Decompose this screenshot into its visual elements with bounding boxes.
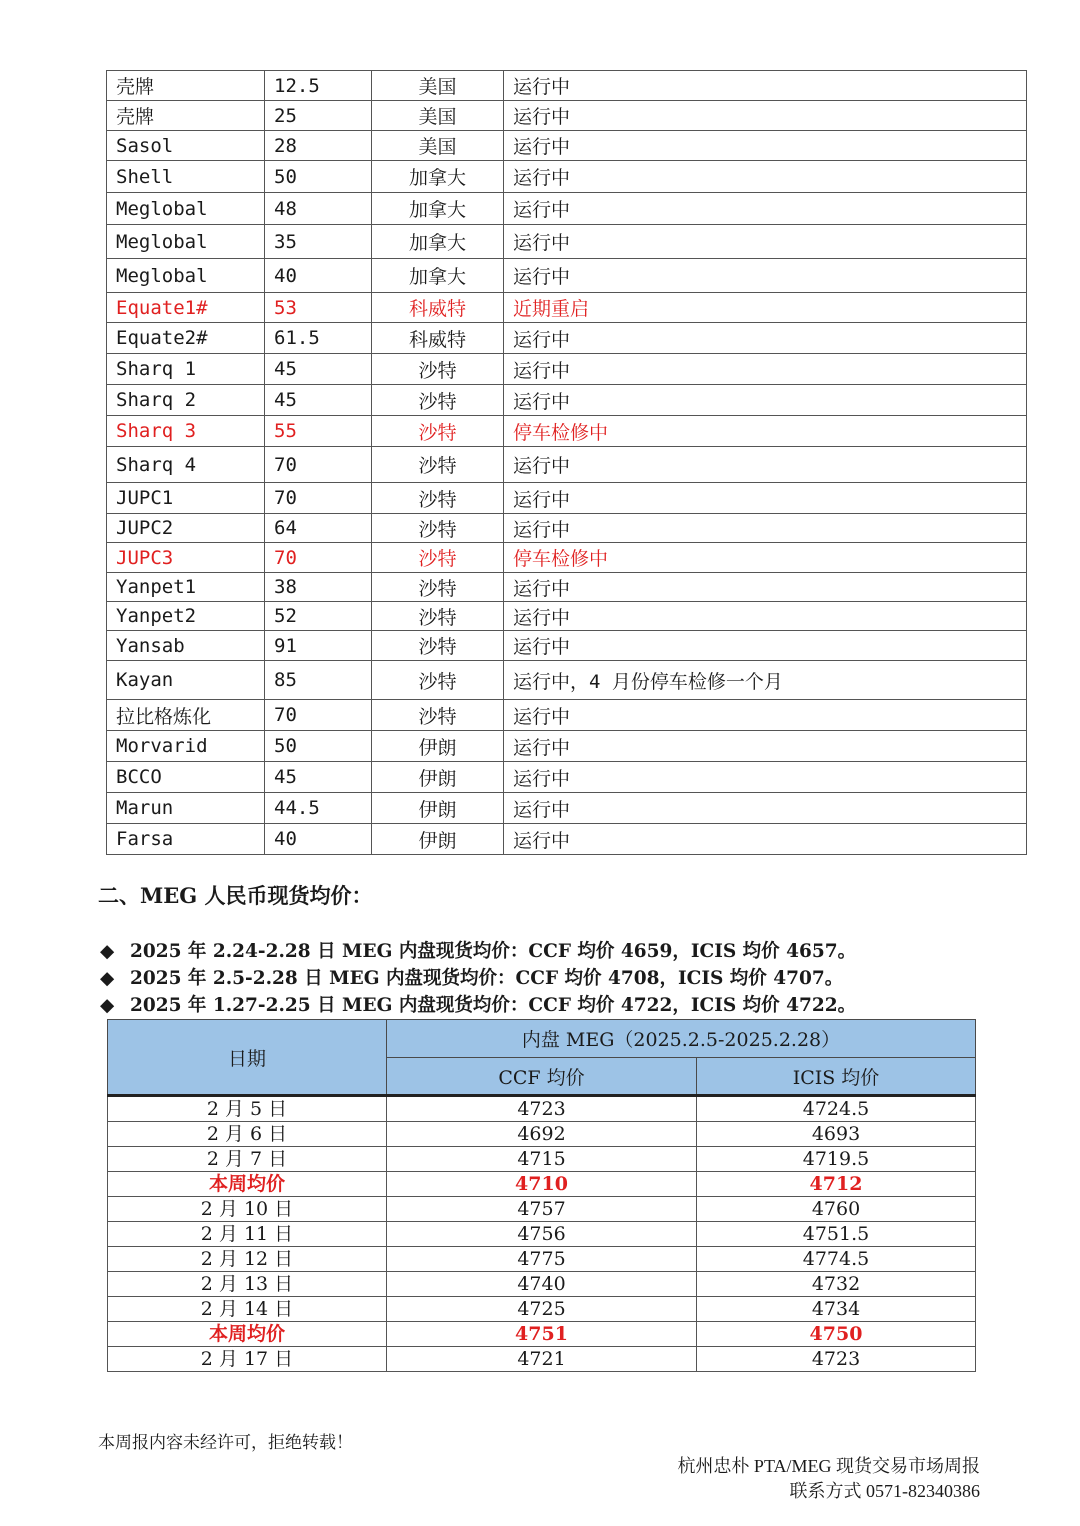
price-row <box>108 1096 976 1122</box>
plant-capacity: 50 <box>265 161 372 193</box>
plant-row <box>107 602 1027 631</box>
plant-name: 壳牌 <box>107 101 265 131</box>
plant-capacity: 53 <box>265 293 372 323</box>
plant-name: Yansab <box>107 631 265 661</box>
plant-capacity: 45 <box>265 385 372 416</box>
plant-row <box>107 71 1027 101</box>
plant-name: 拉比格炼化 <box>107 700 265 731</box>
plant-country: 沙特 <box>372 514 504 543</box>
plant-country: 沙特 <box>372 447 504 483</box>
plant-name: Equate2# <box>107 323 265 354</box>
summary-item: ◆ 2025 年 1.27-2.25 日 MEG 内盘现货均价：CCF 均价 4722，ICIS 均价 4722。 <box>100 992 856 1019</box>
plant-row <box>107 824 1027 855</box>
row-date: 本周均价 <box>108 1322 387 1347</box>
plant-row <box>107 131 1027 161</box>
plant-row <box>107 700 1027 731</box>
row-ccf-price: 4723 <box>387 1096 697 1122</box>
price-row <box>108 1272 976 1297</box>
group-column-header: 内盘 MEG（2025.2.5-2025.2.28） <box>387 1020 976 1058</box>
plant-status-table <box>106 70 1027 855</box>
plant-status: 运行中 <box>504 731 1027 762</box>
plant-row <box>107 514 1027 543</box>
row-ccf-price: 4710 <box>387 1172 697 1197</box>
price-row <box>108 1247 976 1272</box>
row-date: 2 月 13 日 <box>108 1272 387 1297</box>
copyright-note: 本周报内容未经许可，拒绝转载！ <box>98 1433 353 1453</box>
icis-column-header: ICIS 均价 <box>697 1058 976 1096</box>
plant-row <box>107 416 1027 447</box>
plant-row <box>107 483 1027 514</box>
plant-name: Equate1# <box>107 293 265 323</box>
ccf-column-header: CCF 均价 <box>387 1058 697 1096</box>
plant-capacity: 38 <box>265 573 372 602</box>
plant-name: Sasol <box>107 131 265 161</box>
plant-country: 沙特 <box>372 385 504 416</box>
plant-row <box>107 323 1027 354</box>
plant-row <box>107 161 1027 193</box>
plant-capacity: 28 <box>265 131 372 161</box>
plant-capacity: 40 <box>265 259 372 293</box>
plant-name: Sharq 3 <box>107 416 265 447</box>
price-row <box>108 1147 976 1172</box>
plant-name: JUPC3 <box>107 543 265 573</box>
plant-name: 壳牌 <box>107 71 265 101</box>
row-icis-price: 4732 <box>697 1272 976 1297</box>
plant-capacity: 40 <box>265 824 372 855</box>
plant-country: 伊朗 <box>372 762 504 793</box>
plant-name: Shell <box>107 161 265 193</box>
plant-capacity: 55 <box>265 416 372 447</box>
plant-status: 近期重启 <box>504 293 1027 323</box>
plant-status: 运行中 <box>504 514 1027 543</box>
plant-capacity: 70 <box>265 700 372 731</box>
row-icis-price: 4774.5 <box>697 1247 976 1272</box>
row-ccf-price: 4756 <box>387 1222 697 1247</box>
row-ccf-price: 4692 <box>387 1122 697 1147</box>
row-ccf-price: 4757 <box>387 1197 697 1222</box>
row-ccf-price: 4751 <box>387 1322 697 1347</box>
plant-name: Sharq 2 <box>107 385 265 416</box>
plant-row <box>107 661 1027 700</box>
row-icis-price: 4712 <box>697 1172 976 1197</box>
row-date: 2 月 12 日 <box>108 1247 387 1272</box>
plant-country: 美国 <box>372 131 504 161</box>
plant-capacity: 61.5 <box>265 323 372 354</box>
plant-status: 运行中 <box>504 762 1027 793</box>
plant-row <box>107 101 1027 131</box>
plant-country: 伊朗 <box>372 824 504 855</box>
plant-row <box>107 293 1027 323</box>
row-ccf-price: 4715 <box>387 1147 697 1172</box>
plant-country: 沙特 <box>372 416 504 447</box>
plant-capacity: 91 <box>265 631 372 661</box>
row-ccf-price: 4775 <box>387 1247 697 1272</box>
plant-country: 沙特 <box>372 354 504 385</box>
plant-row <box>107 447 1027 483</box>
plant-country: 科威特 <box>372 323 504 354</box>
plant-country: 伊朗 <box>372 793 504 824</box>
plant-status: 运行中 <box>504 483 1027 514</box>
row-icis-price: 4719.5 <box>697 1147 976 1172</box>
plant-name: Meglobal <box>107 225 265 259</box>
weekly-average-row <box>108 1172 976 1197</box>
plant-status: 运行中，4 月份停车检修一个月 <box>504 661 1027 700</box>
contact-info: 联系方式 0571-82340386 <box>789 1481 980 1501</box>
section-title: 二、MEG 人民币现货均价： <box>98 883 373 908</box>
plant-country: 沙特 <box>372 483 504 514</box>
plant-status: 运行中 <box>504 602 1027 631</box>
plant-status: 停车检修中 <box>504 416 1027 447</box>
plant-status: 运行中 <box>504 631 1027 661</box>
row-date: 2 月 10 日 <box>108 1197 387 1222</box>
plant-name: Yanpet2 <box>107 602 265 631</box>
row-icis-price: 4750 <box>697 1322 976 1347</box>
plant-capacity: 35 <box>265 225 372 259</box>
plant-capacity: 70 <box>265 483 372 514</box>
plant-name: Meglobal <box>107 193 265 225</box>
plant-status: 停车检修中 <box>504 543 1027 573</box>
plant-country: 加拿大 <box>372 161 504 193</box>
plant-status: 运行中 <box>504 793 1027 824</box>
plant-row <box>107 573 1027 602</box>
plant-name: JUPC1 <box>107 483 265 514</box>
plant-name: Meglobal <box>107 259 265 293</box>
row-date: 2 月 5 日 <box>108 1096 387 1122</box>
plant-status: 运行中 <box>504 225 1027 259</box>
plant-status: 运行中 <box>504 131 1027 161</box>
plant-name: Kayan <box>107 661 265 700</box>
price-row <box>108 1197 976 1222</box>
plant-capacity: 85 <box>265 661 372 700</box>
plant-name: BCCO <box>107 762 265 793</box>
summary-item: ◆ 2025 年 2.5-2.28 日 MEG 内盘现货均价：CCF 均价 4708，ICIS 均价 4707。 <box>100 965 856 992</box>
plant-status: 运行中 <box>504 101 1027 131</box>
plant-capacity: 25 <box>265 101 372 131</box>
row-date: 本周均价 <box>108 1172 387 1197</box>
row-icis-price: 4734 <box>697 1297 976 1322</box>
plant-name: Yanpet1 <box>107 573 265 602</box>
plant-row <box>107 731 1027 762</box>
row-ccf-price: 4740 <box>387 1272 697 1297</box>
plant-country: 美国 <box>372 101 504 131</box>
plant-capacity: 12.5 <box>265 71 372 101</box>
plant-capacity: 45 <box>265 354 372 385</box>
price-row <box>108 1222 976 1247</box>
plant-row <box>107 762 1027 793</box>
plant-capacity: 70 <box>265 447 372 483</box>
plant-name: Morvarid <box>107 731 265 762</box>
plant-country: 加拿大 <box>372 225 504 259</box>
row-icis-price: 4724.5 <box>697 1096 976 1122</box>
plant-country: 加拿大 <box>372 259 504 293</box>
plant-name: Sharq 1 <box>107 354 265 385</box>
plant-country: 美国 <box>372 71 504 101</box>
row-date: 2 月 11 日 <box>108 1222 387 1247</box>
plant-row <box>107 543 1027 573</box>
plant-name: Marun <box>107 793 265 824</box>
row-icis-price: 4760 <box>697 1197 976 1222</box>
plant-status: 运行中 <box>504 700 1027 731</box>
row-date: 2 月 7 日 <box>108 1147 387 1172</box>
price-row <box>108 1297 976 1322</box>
plant-capacity: 48 <box>265 193 372 225</box>
company-name: 杭州忠朴 PTA/MEG 现货交易市场周报 <box>677 1456 980 1476</box>
plant-status: 运行中 <box>504 824 1027 855</box>
summary-item: ◆ 2025 年 2.24-2.28 日 MEG 内盘现货均价：CCF 均价 4659，ICIS 均价 4657。 <box>100 938 856 965</box>
plant-country: 沙特 <box>372 602 504 631</box>
plant-row <box>107 259 1027 293</box>
plant-country: 伊朗 <box>372 731 504 762</box>
plant-capacity: 70 <box>265 543 372 573</box>
row-icis-price: 4693 <box>697 1122 976 1147</box>
plant-status: 运行中 <box>504 447 1027 483</box>
price-summary-list <box>100 938 856 1019</box>
plant-country: 加拿大 <box>372 193 504 225</box>
plant-capacity: 50 <box>265 731 372 762</box>
plant-row <box>107 385 1027 416</box>
weekly-average-row <box>108 1322 976 1347</box>
price-row <box>108 1122 976 1147</box>
plant-capacity: 44.5 <box>265 793 372 824</box>
date-column-header: 日期 <box>108 1020 387 1096</box>
plant-status: 运行中 <box>504 385 1027 416</box>
plant-name: Sharq 4 <box>107 447 265 483</box>
price-row <box>108 1347 976 1372</box>
plant-row <box>107 193 1027 225</box>
plant-status: 运行中 <box>504 323 1027 354</box>
row-ccf-price: 4721 <box>387 1347 697 1372</box>
plant-status: 运行中 <box>504 161 1027 193</box>
plant-status: 运行中 <box>504 193 1027 225</box>
diamond-bullet-icon: ◆ <box>100 941 115 962</box>
diamond-bullet-icon: ◆ <box>100 968 115 989</box>
row-date: 2 月 17 日 <box>108 1347 387 1372</box>
plant-status: 运行中 <box>504 71 1027 101</box>
plant-country: 科威特 <box>372 293 504 323</box>
plant-capacity: 45 <box>265 762 372 793</box>
plant-row <box>107 225 1027 259</box>
plant-name: Farsa <box>107 824 265 855</box>
plant-status: 运行中 <box>504 259 1027 293</box>
plant-status: 运行中 <box>504 573 1027 602</box>
plant-row <box>107 793 1027 824</box>
plant-row <box>107 631 1027 661</box>
plant-country: 沙特 <box>372 631 504 661</box>
plant-row <box>107 354 1027 385</box>
plant-country: 沙特 <box>372 543 504 573</box>
plant-name: JUPC2 <box>107 514 265 543</box>
row-date: 2 月 14 日 <box>108 1297 387 1322</box>
diamond-bullet-icon: ◆ <box>100 995 115 1016</box>
meg-price-table <box>107 1019 976 1372</box>
row-icis-price: 4723 <box>697 1347 976 1372</box>
plant-country: 沙特 <box>372 661 504 700</box>
plant-capacity: 52 <box>265 602 372 631</box>
plant-capacity: 64 <box>265 514 372 543</box>
plant-status: 运行中 <box>504 354 1027 385</box>
row-icis-price: 4751.5 <box>697 1222 976 1247</box>
plant-country: 沙特 <box>372 573 504 602</box>
row-date: 2 月 6 日 <box>108 1122 387 1147</box>
row-ccf-price: 4725 <box>387 1297 697 1322</box>
plant-country: 沙特 <box>372 700 504 731</box>
